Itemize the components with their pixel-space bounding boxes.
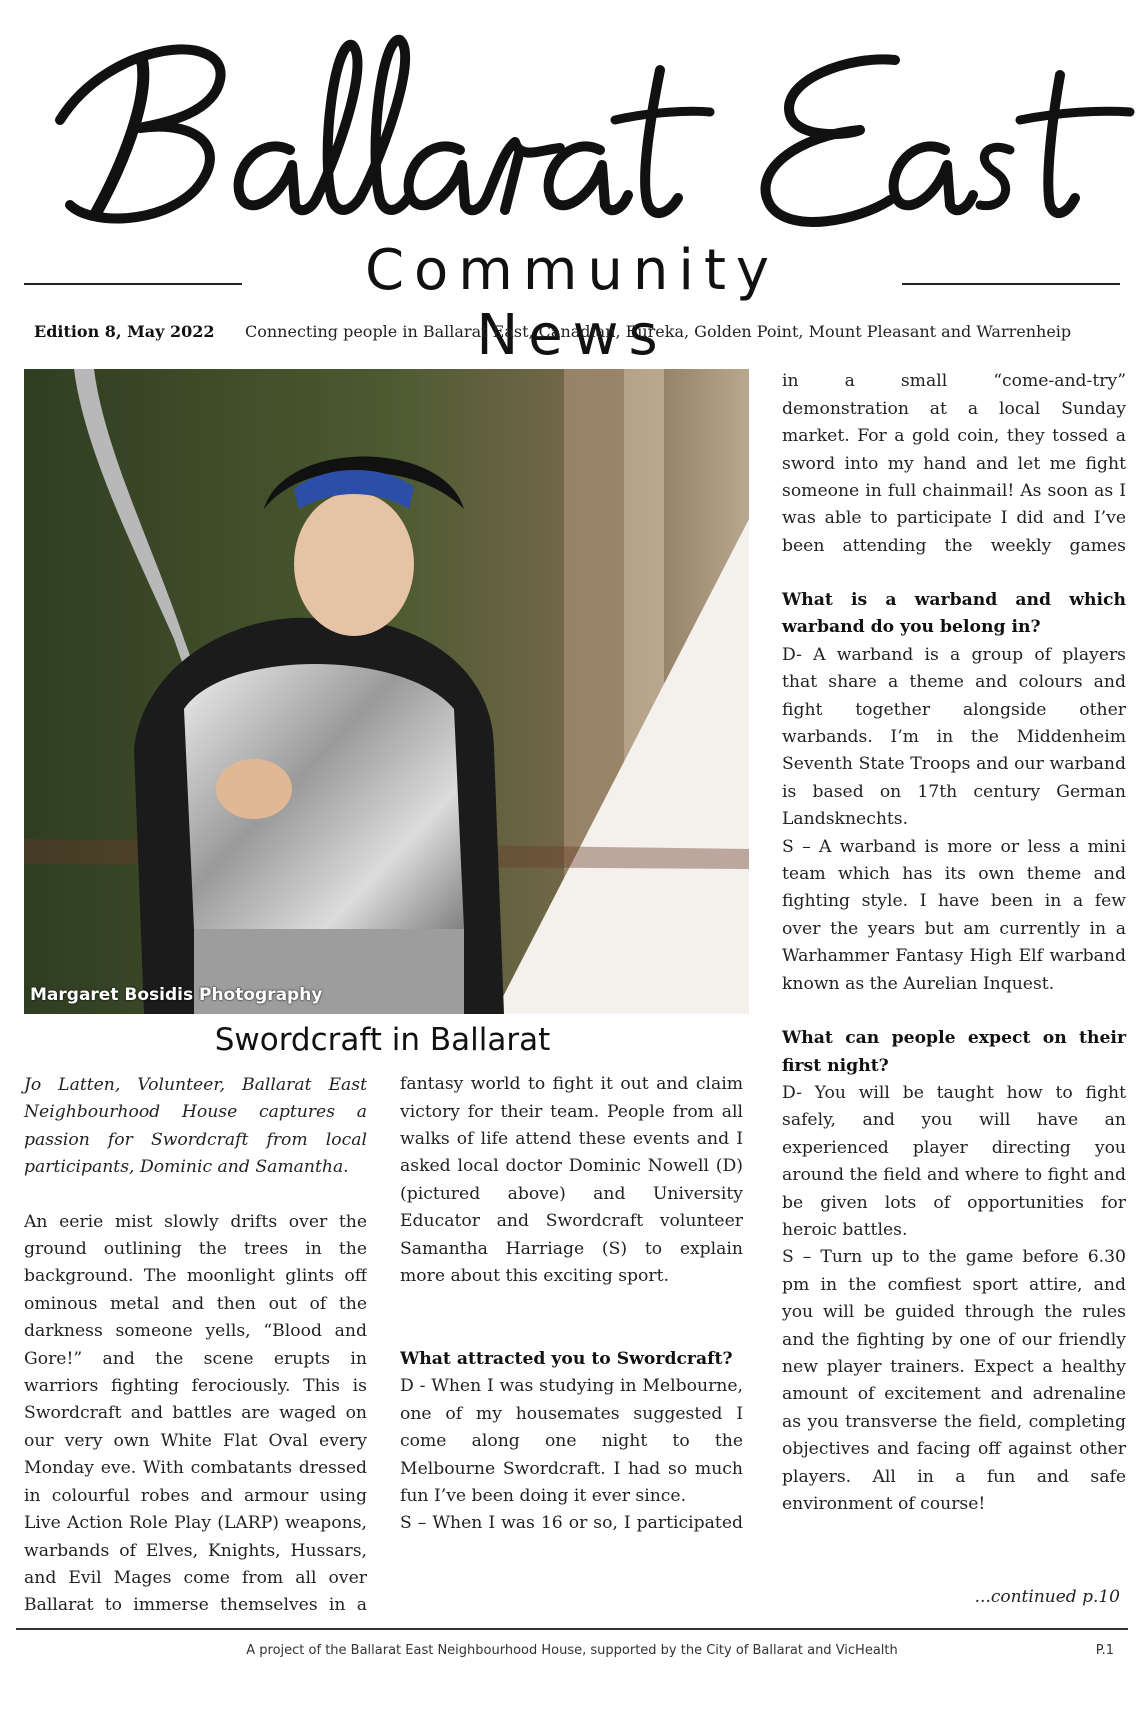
- footer-rule: [16, 1628, 1128, 1630]
- answer-1-s-overflow: in a small “come-and-try” demonstration at a local Sunday market. For a gold coin, they tossed a sword into my hand and let me fight someone in full chainmail! As soon as I was able to participate I did and I’ve been attending the weekly games: [782, 371, 1126, 556]
- answer-2-d: D- A warband is a group of players that share a theme and colours and fight together alongside other warbands. I’m in the Middenheim Seventh State Troops and our warband is based on 17th century German Landsknechts.: [782, 644, 1126, 830]
- answer-1-s-start: S – When I was 16 or so, I participated: [400, 1513, 743, 1534]
- feature-photo: [24, 369, 749, 1014]
- article-column-2: [400, 1072, 743, 1537]
- article-intro: An eerie mist slowly drifts over the ground outlining the trees in the background. The moonlight glints off ominous metal and then out of the darkness someone yells, “Blood and Gore!” and the scene erupts in warriors fighting ferociously. This is Swordcraft and battles are waged on our very own White Flat Oval every Monday eve. With combatants dressed in colourful robes and armour using Live Action Role Play (LARP) weapons, warbands of Elves, Knights, Hussars, and Evil Mages come from all over Ballarat to immerse themselves in a: [24, 1211, 367, 1616]
- article-headline: Swordcraft in Ballarat: [214, 1022, 551, 1058]
- question-3: What can people expect on their first night?: [782, 1028, 1126, 1076]
- question-1: What attracted you to Swordcraft?: [400, 1349, 733, 1369]
- footer-text: A project of the Ballarat East Neighbourhood House, supported by the City of Ballarat and VicHealth: [246, 1643, 898, 1658]
- answer-2-s: S – A warband is more or less a mini team which has its own theme and fighting style. I have been in a few over the years but am currently in a Warhammer Fantasy High Elf warband known as the Aurelian Inquest.: [782, 836, 1126, 994]
- subtitle-rule-left: [24, 283, 242, 285]
- answer-1-s-continued: [782, 368, 1126, 560]
- tagline: Connecting people in Ballarat East, Canadian, Eureka, Golden Point, Mount Pleasant and Warrenheip: [245, 322, 1072, 341]
- photo-credit: Margaret Bosidis Photography: [30, 985, 323, 1005]
- answer-3-d: D- You will be taught how to fight safely, and you will have an experienced player directing you around the field and where to fight and be given lots of opportunities for heroic battles.: [782, 1082, 1126, 1240]
- edition-label: Edition 8, May 2022: [34, 322, 215, 341]
- article-intro-continued: [400, 1072, 743, 1319]
- article-intro-overflow: fantasy world to fight it out and claim victory for their team. People from all walks of life attend these events and I asked local doctor Dominic Nowell (D) (pictured above) and University Educator and Swordcraft volunteer Samantha Harriage (S) to explain more about this exciting sport.: [400, 1074, 743, 1286]
- article-lede: Jo Latten, Volunteer, Ballarat East Neighbourhood House captures a passion for Swordcraft from local participants, Dominic and Samantha.: [24, 1075, 367, 1178]
- subtitle: Community News: [364, 238, 780, 368]
- continued-note: ...continued p.10: [974, 1587, 1120, 1607]
- question-2: What is a warband and which warband do you belong in?: [782, 590, 1126, 638]
- page-number: P.1: [1095, 1643, 1114, 1658]
- subtitle-rule-right: [902, 283, 1120, 285]
- article-column-3: [782, 368, 1126, 1518]
- knight-photo-image: [24, 369, 749, 1014]
- answer-3-s: S – Turn up to the game before 6.30 pm in the comfiest sport attire, and you will be guided through the rules and the fighting by one of our friendly new player trainers. Expect a healthy amount of excitement and adrenaline as you transverse the field, completing objectives and facing off against other players. All in a fun and safe environment of course!: [782, 1247, 1126, 1514]
- article-column-1: [24, 1072, 367, 1621]
- answer-1-d: D - When I was studying in Melbourne, one of my housemates suggested I come along one night to the Melbourne Swordcraft. I had so much fun I’ve been doing it ever since.: [400, 1376, 743, 1507]
